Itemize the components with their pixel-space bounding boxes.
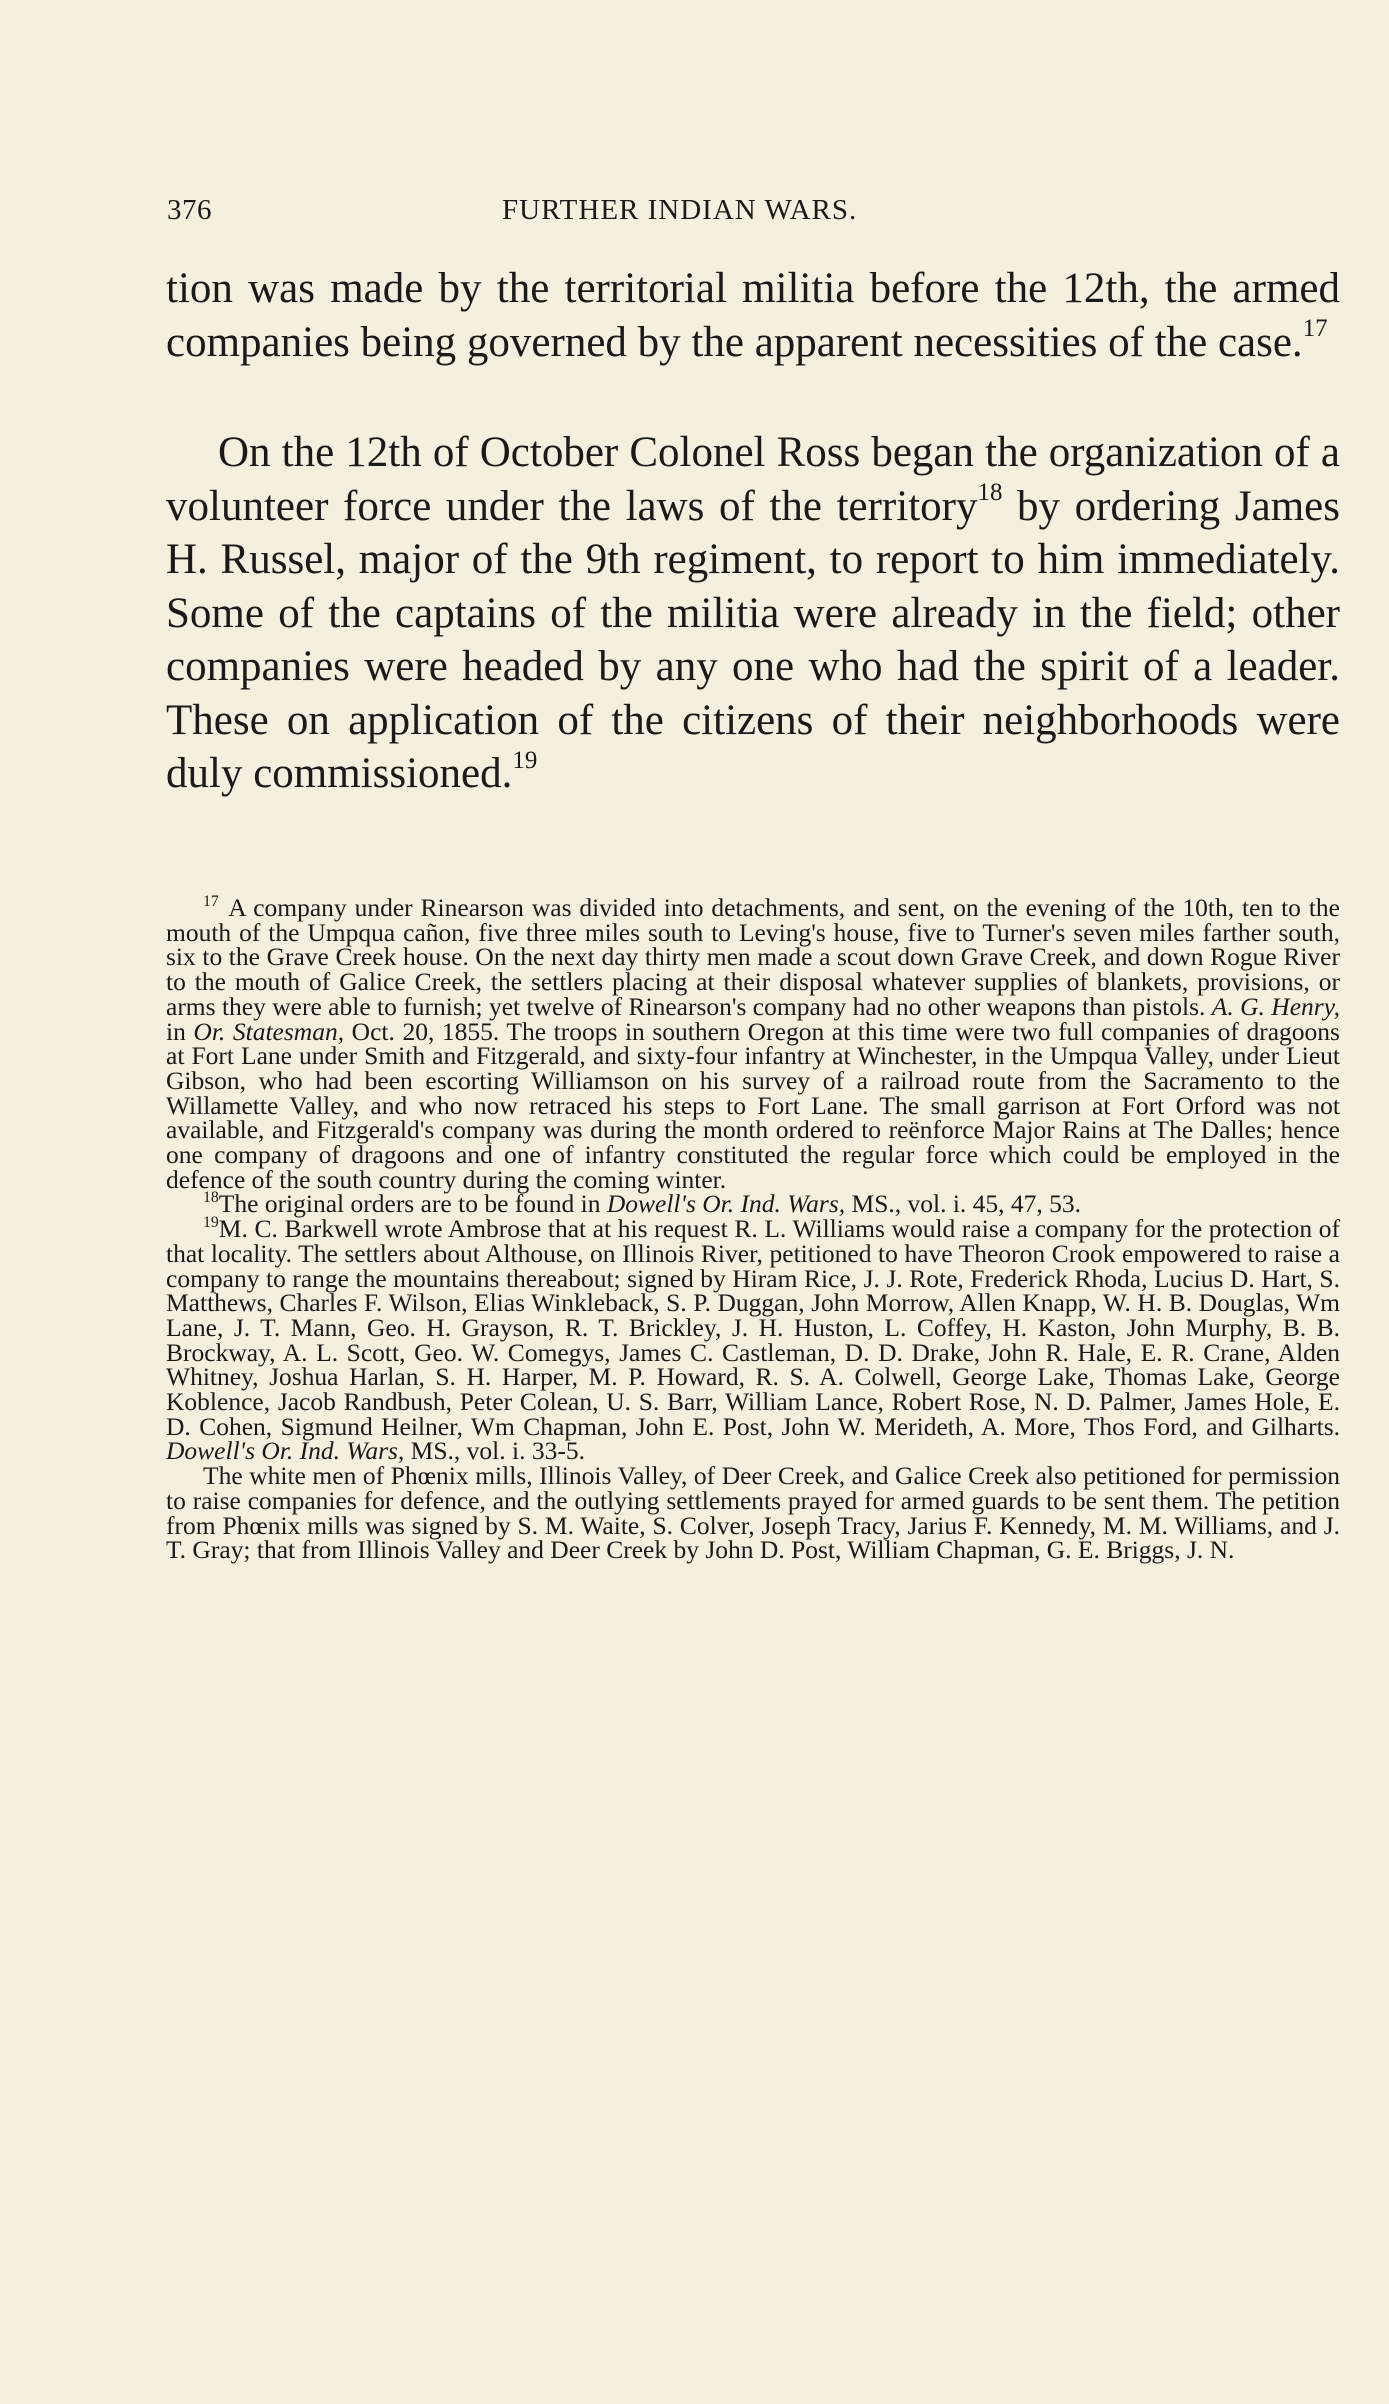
footnote-19-continuation: The white men of Phœnix mills, Illinois Valley, of Deer Creek, and Galice Creek also petitioned for permission to raise companies for defence, and the outlying settlements prayed for armed guards to be sent them. The petition from Phœnix mills was signed by S. M. Waite, S. Colver, Joseph Tracy, Jarius F. Kennedy, M. M. Williams, and J. T. Gray; that from Illinois Valley and Deer Creek by John D. Post, William Chapman, G. E. Briggs, J. N.: [166, 1461, 1340, 1565]
main-paragraph-2-text-1: On the 12th of October Colonel Ross began the organization of a volunteer force under the laws of the territory: [166, 429, 1340, 530]
main-text: [166, 262, 1340, 801]
main-paragraph-2: [166, 426, 1340, 801]
page-header: [167, 194, 1337, 234]
footnote-17-text-2: in: [166, 1016, 194, 1046]
main-paragraph-1: [166, 262, 1340, 369]
footnote-ref-19: 19: [512, 746, 538, 774]
footnote-18-number: 18: [203, 1189, 219, 1207]
footnote-18-citation: Dowell's Or. Ind. Wars,: [606, 1189, 846, 1219]
footnote-19-text-1: M. C. Barkwell wrote Ambrose that at his request R. L. Williams would raise a company for the protection of that locality. The settlers about Althouse, on Illinois River, petitioned to have Theoron Crook empowered to raise a company to range the mountains thereabout; signed by Hiram Rice, J. J. Rote, Frederick Rhoda, Lucius D. Hart, S. Matthews, Charles F. Wilson, Elias Winkleback, S. P. Duggan, John Morrow, Allen Knapp, W. H. B. Douglas, Wm Lane, J. T. Mann, Geo. H. Grayson, R. T. Brickley, J. H. Huston, L. Coffey, H. Kaston, John Murphy, B. B. Brockway, A. L. Scott, Geo. W. Comegys, James C. Castleman, D. D. Drake, John R. Hale, E. R. Crane, Alden Whitney, Joshua Harlan, S. H. Harper, M. P. Howard, R. S. A. Colwell, George Lake, Thomas Lake, George Koblence, Jacob Randbush, Peter Colean, U. S. Barr, William Lance, Robert Rose, N. D. Palmer, James Hole, E. D. Cohen, Sigmund Heilner, Wm Chapman, John E. Post, John W. Merideth, A. More, Thos Ford, and Gilharts.: [166, 1214, 1340, 1441]
main-paragraph-1-text: tion was made by the territorial militia before the 12th, the armed companies being governed by the apparent necessities of the case.: [166, 265, 1340, 366]
main-paragraph-2-text-2: by ordering James H. Russel, major of the 9th regiment, to report to him immediately. Some of the captains of the militia were already in the field; other companies were headed by any one who had the spirit of a leader. These on application of the citizens of their neighborhoods were duly commissioned.: [166, 482, 1340, 797]
footnote-18-text-2: MS., vol. i. 45, 47, 53.: [845, 1189, 1082, 1219]
footnote-17-number: 17: [203, 892, 219, 910]
footnote-19: [166, 1213, 1340, 1466]
footnote-17-text-1: A company under Rinearson was divided into detachments, and sent, on the evening of the 10th, ten to the mouth of the Umpqua cañon, five three miles south to Leving's house, five to Turner's seven miles farther south, six to the Grave Creek house. On the next day thirty men made a scout down Grave Creek, and down Rogue River to the mouth of Galice Creek, the settlers placing at their disposal whatever supplies of blankets, provisions, or arms they were able to furnish; yet twelve of Rinearson's company had no other weapons than pistols.: [166, 893, 1340, 1021]
running-head: FURTHER INDIAN WARS.: [502, 194, 858, 226]
footnote-ref-17: 17: [1302, 315, 1328, 343]
footnote-19-citation: Dowell's Or. Ind. Wars,: [166, 1436, 405, 1466]
footnote-19-text-2: MS., vol. i. 33-5.: [404, 1436, 585, 1466]
footnote-19-number: 19: [203, 1213, 219, 1231]
page-number: 376: [167, 194, 212, 226]
footnotes: [166, 892, 1341, 1565]
footnote-17-citation-source: Or. Statesman,: [193, 1016, 345, 1046]
footnote-17-citation-author: A. G. Henry,: [1211, 991, 1341, 1021]
footnote-17: [166, 892, 1341, 1194]
footnote-17-text-3: Oct. 20, 1855. The troops in southern Oregon at this time were two full companies of dragoons at Fort Lane under Smith and Fitzgerald, and sixty-four infantry at Winchester, in the Umpqua Valley, under Lieut Gibson, who had been escorting Williamson on his survey of a railroad route from the Sacramento to the Willamette Valley, and who now retraced his steps to Fort Lane. The small garrison at Fort Orford was not available, and Fitzgerald's company was during the month ordered to reënforce Major Rains at The Dalles; hence one company of dragoons and one of infantry constituted the regular force which could be employed in the defence of the south country during the coming winter.: [166, 1016, 1340, 1194]
footnote-18-text-1: The original orders are to be found in: [218, 1189, 607, 1219]
footnote-ref-18: 18: [977, 479, 1003, 507]
